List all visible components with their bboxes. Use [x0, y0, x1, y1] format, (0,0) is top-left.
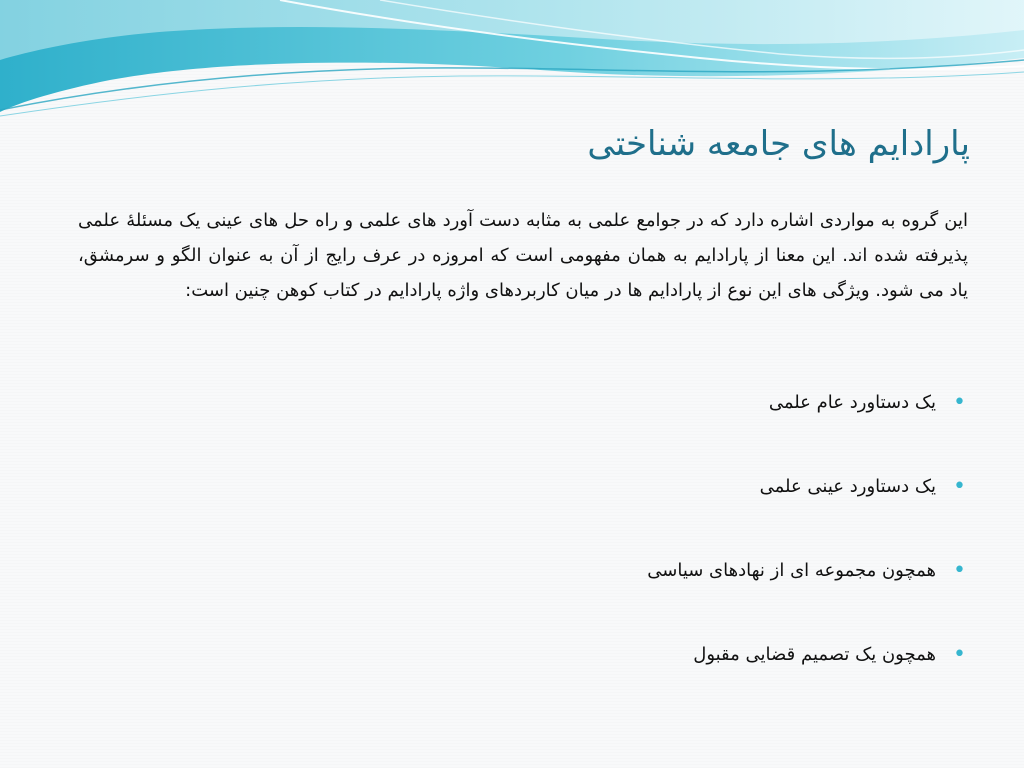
bullet-item — [78, 548, 968, 632]
bullet-text: همچون یک تصمیم قضایی مقبول — [693, 644, 936, 665]
bullet-list — [78, 380, 968, 716]
bullet-text: همچون مجموعه ای از نهادهای سیاسی — [647, 560, 936, 581]
bullet-text: یک دستاورد عام علمی — [768, 392, 936, 413]
bullet-dot-icon: • — [953, 390, 966, 415]
bullet-item — [78, 380, 968, 464]
bullet-dot-icon: • — [953, 558, 966, 583]
bullet-text: یک دستاورد عینی علمی — [759, 476, 936, 497]
bullet-dot-icon: • — [953, 474, 966, 499]
body-paragraph: این گروه به مواردی اشاره دارد که در جوامع علمی به مثابه دست آورد های علمی و راه حل های عینی یک مسئلۀ علمی پذیرفته شده اند. این معنا از پارادایم به همان مفهومی است که امروزه در عرف رایج از آن به عنوان الگو و سرمشق، یاد می شود. ویژگی های این نوع از پارادایم ها در میان کاربردهای واژه پارادایم در کتاب کوهن چنین است: — [78, 210, 968, 301]
wave-decoration — [0, 0, 1024, 120]
bullet-dot-icon: • — [953, 642, 966, 667]
bullet-item — [78, 632, 968, 716]
bullet-item — [78, 464, 968, 548]
slide-title: پارادایم های جامعه شناختی — [587, 124, 970, 164]
